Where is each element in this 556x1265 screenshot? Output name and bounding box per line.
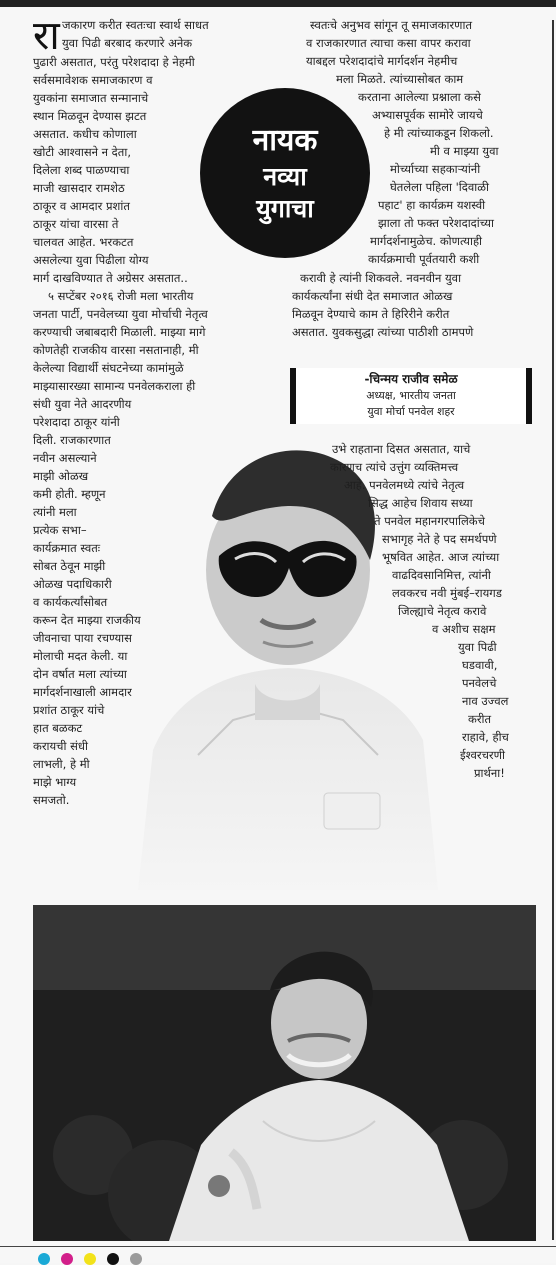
left-line-17: जनता पार्टी, पनवेलच्या युवा मोर्चाची नेतृत्व	[33, 307, 208, 321]
leader-photo	[33, 905, 536, 1241]
right-top-line-9: मोर्च्याच्या सहकाऱ्यांनी	[390, 162, 481, 176]
right-top-line-6: अभ्यासपूर्वक सामोरे जायचे	[372, 108, 483, 122]
left-line-14: असलेल्या युवा पिढीला योग्य	[33, 253, 149, 267]
signature-name: -चिन्मय राजीव समेळ	[364, 372, 458, 386]
signature-role-line-1: अध्यक्ष, भारतीय जनता	[366, 389, 456, 402]
left-line-34: करून देत माझ्या राजकीय	[33, 613, 141, 627]
right-top-line-15: करावी हे त्यांनी शिकवले. नवनवीन युवा	[300, 271, 462, 285]
left-line-27: कमी होती. म्हणून	[33, 487, 106, 501]
right-bottom-line-7: भूषवित आहेत. आज त्यांच्या	[382, 550, 500, 564]
right-bottom-line-17: राहावे, हीच	[462, 730, 509, 744]
left-line-6: स्थान मिळवून देण्यास झटत	[33, 109, 147, 123]
right-top-line-11: पहाट' हा कार्यक्रम यशस्वी	[378, 198, 486, 212]
cmyk-cyan-dot	[38, 1253, 50, 1265]
left-line-3: पुढारी असतात, परंतु परेशदादा हे नेहमी	[33, 55, 195, 69]
right-bottom-line-8: वाढदिवसानिमित्त, त्यांनी	[392, 568, 491, 582]
right-bottom-line-13: घडवावी,	[462, 658, 498, 672]
dropcap: रा	[33, 13, 60, 59]
right-bottom-line-2: कारणच त्यांचे उत्तुंग व्यक्तिमत्त्व	[330, 460, 459, 474]
left-line-2: युवा पिढी बरबाद करणारे अनेक	[62, 36, 193, 50]
right-rule	[552, 20, 554, 1240]
left-line-40: हात बळकट	[33, 721, 83, 735]
left-line-36: मोलाची मदत केली. या	[33, 649, 128, 663]
headline-line-2: नव्या	[263, 162, 307, 191]
right-top-line-17: मिळवून देण्याचे काम ते हिरिरीने करीत	[292, 307, 450, 321]
left-line-35: जीवनाचा पाया रचण्यास	[33, 631, 132, 645]
right-bottom-line-6: सभागृह नेते हे पद समर्थपणे	[382, 532, 497, 546]
right-bottom-line-10: जिल्ह्याचे नेतृत्व करावे	[398, 604, 487, 618]
right-top-line-4: मला मिळते. त्यांच्यासोबत काम	[336, 72, 464, 86]
right-top-line-7: हे मी त्यांच्याकडून शिकलो.	[384, 126, 494, 140]
right-bottom-line-1: उभे राहताना दिसत असतात, याचे	[332, 442, 471, 456]
top-rule	[0, 0, 556, 7]
right-bottom-line-9: लवकरच नवी मुंबई–रायगड	[392, 586, 502, 600]
left-line-42: लाभली, हे मी	[33, 757, 90, 771]
right-top-line-2: व राजकारणात त्याचा कसा वापर करावा	[306, 36, 471, 50]
left-line-41: करायची संधी	[33, 739, 88, 753]
left-line-21: माझ्यासारख्या सामान्य पनवेलकराला ही	[33, 379, 196, 393]
left-line-8: खोटी आश्वासने न देता,	[33, 145, 131, 159]
right-top-line-3: याबद्दल परेशदादांचे मार्गदर्शन नेहमीच	[306, 54, 458, 68]
left-line-15: मार्ग दाखविण्यात ते अग्रेसर असतात..	[33, 271, 188, 285]
cmyk-black-dot	[107, 1253, 119, 1265]
left-line-9: दिलेला शब्द पाळण्याचा	[33, 163, 130, 177]
left-line-16: ५ सप्टेंबर २०१६ रोजी मला भारतीय	[48, 289, 194, 303]
left-line-26: माझी ओळख	[33, 469, 89, 483]
left-line-19: कोणतेही राजकीय वारसा नसतानाही, मी	[33, 343, 199, 357]
right-bottom-line-15: नाव उज्वल	[462, 694, 509, 708]
right-top-line-5: करताना आलेल्या प्रश्नाला कसे	[358, 90, 481, 104]
left-line-25: नवीन असल्याने	[33, 451, 97, 465]
signature-box	[290, 368, 532, 424]
right-bottom-line-5: ते पनवेल महानगरपालिकेचे	[374, 514, 485, 528]
left-line-33: व कार्यकर्त्यांसोबत	[33, 595, 108, 609]
right-bottom-line-11: व अशीच सक्षम	[432, 622, 496, 636]
cmyk-magenta-dot	[61, 1253, 73, 1265]
left-line-39: प्रशांत ठाकूर यांचे	[33, 703, 105, 717]
right-top-line-16: कार्यकर्त्यांना संधी देत समाजात ओळख	[292, 289, 453, 303]
left-line-44: समजतो.	[33, 793, 70, 807]
cmyk-gray-dot	[130, 1253, 142, 1265]
signature-role-line-2: युवा मोर्चा पनवेल शहर	[367, 405, 455, 418]
headline-line-3: युगाचा	[256, 194, 314, 223]
bottom-rule	[0, 1246, 556, 1247]
headline-line-1: नायक	[252, 123, 318, 158]
left-line-37: दोन वर्षात मला त्यांच्या	[33, 667, 127, 681]
left-line-12: ठाकूर यांचा वारसा ते	[33, 217, 119, 231]
left-line-43: माझे भाग्य	[33, 775, 77, 789]
cmyk-yellow-dot	[84, 1253, 96, 1265]
left-line-32: ओळख पदाधिकारी	[33, 577, 112, 591]
left-line-18: करण्याची जबाबदारी मिळाली. माझ्या मागे	[33, 325, 206, 339]
left-line-22: संधी युवा नेते आदरणीय	[33, 397, 132, 411]
left-line-20: केलेल्या विद्यार्थी संघटनेच्या कामांमुळे	[33, 361, 184, 375]
left-line-28: त्यांनी मला	[33, 505, 77, 519]
right-top-line-12: झाला तो फक्त परेशदादांच्या	[378, 216, 494, 230]
right-top-line-1: स्वतःचे अनुभव सांगून तू समाजकारणात	[310, 18, 473, 32]
left-line-1: जकारण करीत स्वतःचा स्वार्थ साधत	[62, 18, 209, 32]
right-bottom-line-18: ईश्वरचरणी	[460, 748, 505, 762]
left-line-30: कार्यक्रमात स्वतः	[33, 541, 101, 555]
left-line-5: युवकांना समाजात सन्मानाचे	[33, 91, 149, 105]
right-top-line-10: घेतलेला पहिला 'दिवाळी	[390, 180, 489, 194]
left-line-10: माजी खासदार रामशेठ	[33, 181, 125, 195]
right-top-line-8: मी व माझ्या युवा	[430, 144, 499, 158]
right-top-line-13: मार्गदर्शनामुळेच. कोणत्याही	[370, 234, 483, 248]
right-bottom-line-4: सिद्ध आहेच शिवाय सध्या	[368, 496, 473, 510]
headline-circle	[200, 88, 370, 258]
left-line-4: सर्वसमावेशक समाजकारण व	[33, 73, 153, 87]
left-line-38: मार्गदर्शनाखाली आमदार	[33, 685, 132, 699]
right-top-line-18: असतात. युवकसुद्धा त्यांच्या पाठीशी ठामपणे	[292, 325, 474, 339]
left-line-11: ठाकूर व आमदार प्रशांत	[33, 199, 130, 213]
right-bottom-line-12: युवा पिढी	[458, 640, 497, 654]
right-bottom-line-19: प्रार्थना!	[474, 766, 505, 780]
left-line-23: परेशदादा ठाकूर यांनी	[33, 415, 120, 429]
right-top-line-14: कार्यक्रमाची पूर्वतयारी कशी	[368, 252, 480, 266]
left-line-13: चालवत आहेत. भरकटत	[33, 235, 134, 249]
left-line-7: असतात. कधीच कोणाला	[33, 127, 137, 141]
left-line-31: सोबत ठेवून माझी	[33, 559, 106, 573]
right-bottom-line-14: पनवेलचे	[462, 676, 497, 690]
right-bottom-line-3: आहे. पनवेलमध्ये त्यांचे नेतृत्व	[344, 478, 465, 492]
left-line-29: प्रत्येक सभा–	[33, 523, 87, 537]
right-bottom-line-16: करीत	[468, 712, 492, 726]
left-line-24: दिली. राजकारणात	[33, 433, 111, 447]
